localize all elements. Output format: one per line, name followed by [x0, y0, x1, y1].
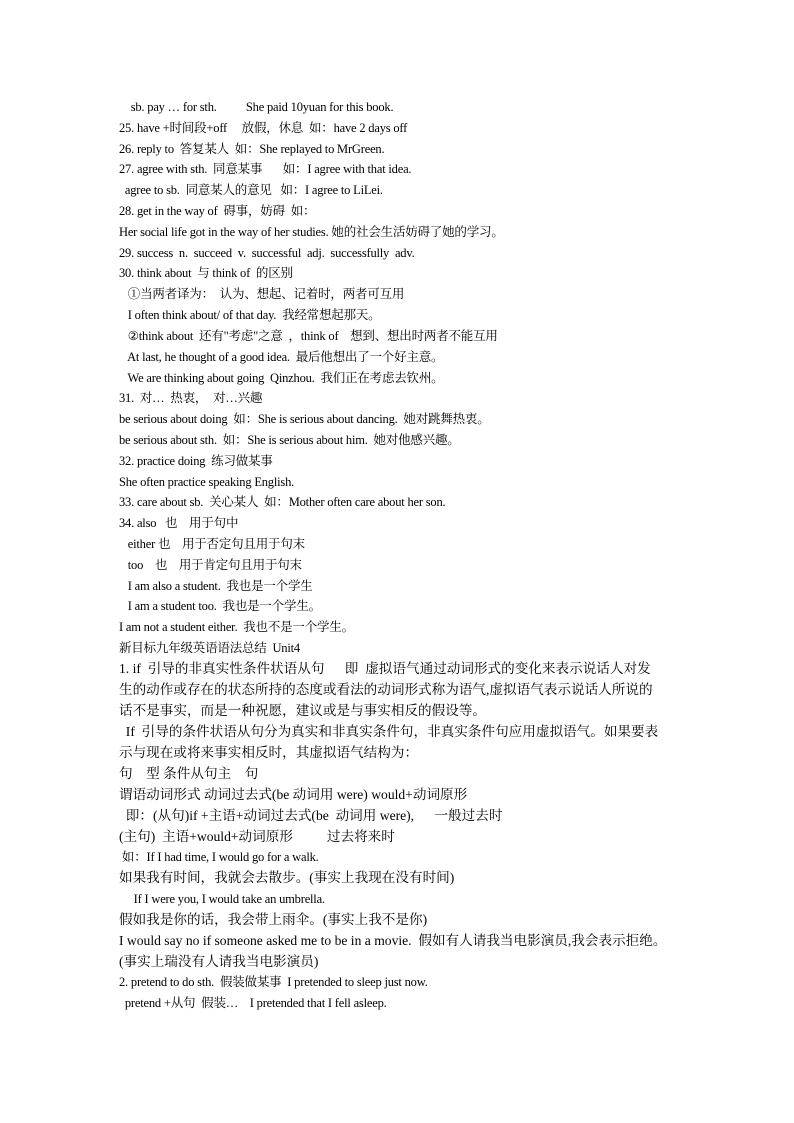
text-line: 28. get in the way of 碍事，妨碍 如：: [119, 204, 316, 218]
text-line: I would say no if someone asked me to be in a movie. 假如有人请我当电影演员,我会表示拒绝。: [119, 933, 667, 948]
text-line: 34. also 也 用于句中: [119, 516, 239, 530]
text-line: 33. care about sb. 关心某人 如：Mother often care about her son.: [119, 495, 446, 509]
text-line: At last, he thought of a good idea. 最后他想出了一个好主意。: [119, 350, 444, 364]
text-line: be serious about doing 如：She is serious about dancing. 她对跳舞热衷。: [119, 412, 490, 426]
text-line: 句 型 条件从句主 句: [119, 766, 259, 781]
text-line: If I were you, I would take an umbrella.: [119, 892, 325, 906]
text-line: I am also a student. 我也是一个学生: [119, 579, 313, 593]
text-line: ②think about 还有"考虑"之意 ，think of 想到、想出时两者不能互用: [119, 329, 498, 343]
text-line: Her social life got in the way of her studies. 她的社会生活妨碍了她的学习。: [119, 225, 504, 239]
text-line: I am not a student either. 我也不是一个学生。: [119, 620, 354, 634]
text-line: 谓语动词形式 动词过去式(be 动词用 were) would+动词原形: [119, 787, 468, 802]
text-line: ①当两者译为： 认为、想起、记着时，两者可互用: [119, 287, 405, 301]
text-line: either 也 用于否定句且用于句末: [119, 537, 305, 551]
text-line: pretend +从句 假装… I pretended that I fell asleep.: [119, 996, 387, 1010]
text-line: agree to sb. 同意某人的意见 如：I agree to LiLei.: [119, 183, 383, 197]
text-line: 话不是事实，而是一种祝愿，建议或是与事实相反的假设等。: [119, 703, 487, 718]
text-line: (事实上瑞没有人请我当电影演员): [119, 954, 319, 969]
text-line: 25. have +时间段+off 放假，休息 如：have 2 days off: [119, 121, 408, 135]
text-line: 生的动作或存在的状态所持的态度或看法的动词形式称为语气,虚拟语气表示说话人所说的: [119, 682, 653, 697]
text-line: 32. practice doing 练习做某事: [119, 454, 273, 468]
text-line: 31. 对… 热衷， 对…兴趣: [119, 391, 263, 405]
text-line: 27. agree with sth. 同意某事 如：I agree with that idea.: [119, 162, 412, 176]
section-heading: 新目标九年级英语语法总结 Unit4: [119, 641, 300, 655]
text-line: I often think about/ of that day. 我经常想起那天。: [119, 308, 381, 322]
text-line: be serious about sth. 如：She is serious about him. 她对他感兴趣。: [119, 433, 460, 447]
text-line: 如：If I had time, I would go for a walk.: [119, 850, 319, 864]
text-line: 30. think about 与 think of 的区别: [119, 266, 293, 280]
text-line: If 引导的条件状语从句分为真实和非真实条件句，非真实条件句应用虚拟语气。如果要表: [119, 724, 659, 739]
text-line: (主句) 主语+would+动词原形 过去将来时: [119, 829, 395, 844]
text-line: too 也 用于肯定句且用于句末: [119, 558, 302, 572]
text-line: 即：(从句)if +主语+动词过去式(be 动词用 were), 一般过去时: [119, 808, 503, 823]
text-line: 29. success n. succeed v. successful adj. successfully adv.: [119, 246, 415, 260]
text-line: 1. if 引导的非真实性条件状语从句 即 虚拟语气通过动词形式的变化来表示说话人对发: [119, 661, 651, 676]
text-line: 如果我有时间，我就会去散步。(事实上我现在没有时间): [119, 870, 455, 885]
text-line: 2. pretend to do sth. 假装做某事 I pretended to sleep just now.: [119, 975, 428, 989]
text-line: 假如我是你的话，我会带上雨伞。(事实上我不是你): [119, 912, 428, 927]
text-line: 示与现在或将来事实相反时，其虚拟语气结构为：: [119, 745, 419, 760]
text-line: sb. pay … for sth. She paid 10yuan for this book.: [119, 100, 394, 114]
text-line: 26. reply to 答复某人 如：She replayed to MrGreen.: [119, 142, 385, 156]
text-line: I am a student too. 我也是一个学生。: [119, 599, 321, 613]
text-line: She often practice speaking English.: [119, 475, 295, 489]
text-line: We are thinking about going Qinzhou. 我们正在考虑去钦州。: [119, 371, 444, 385]
